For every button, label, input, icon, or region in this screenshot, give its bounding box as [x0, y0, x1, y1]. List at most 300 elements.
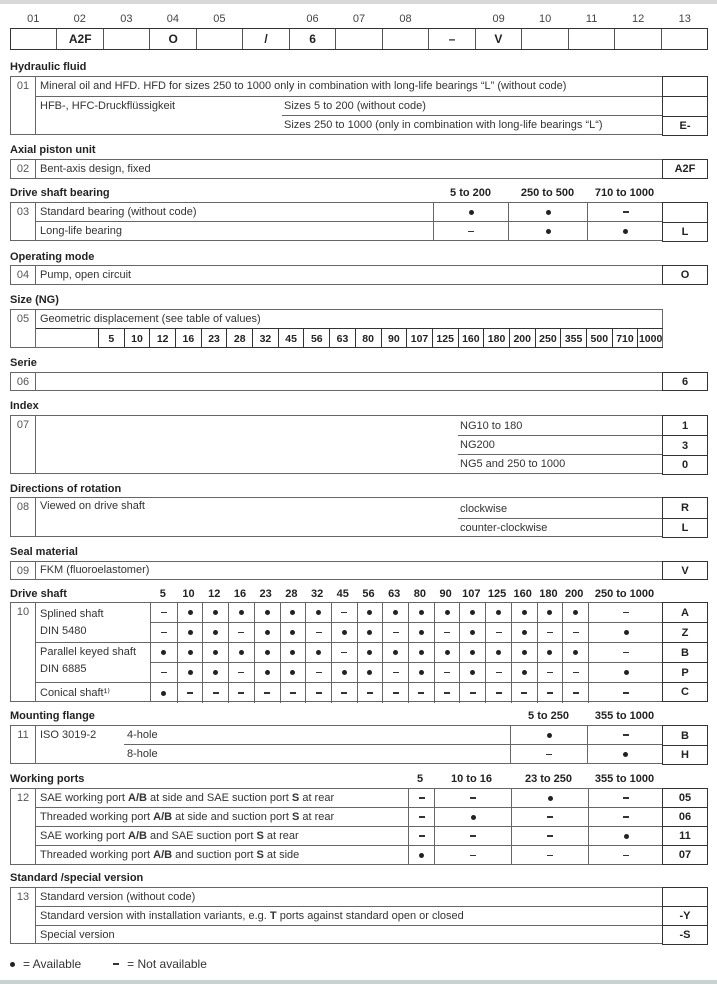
section-title-working-ports: Working ports [10, 773, 85, 785]
section-title-serie: Serie [10, 357, 37, 369]
option-text [40, 910, 464, 922]
order-code-box [662, 96, 708, 117]
order-code-box: 06 [662, 807, 708, 827]
row-number: 13 [11, 888, 36, 943]
position-label: 09 [492, 13, 505, 25]
available-dot-icon [254, 643, 280, 662]
table-row [458, 455, 663, 474]
not-available-dash-icon [588, 603, 663, 622]
available-dot-icon [331, 663, 357, 682]
axial-piston-unit-table [10, 159, 708, 179]
section-title-hydraulic-fluid: Hydraulic fluid [10, 61, 87, 73]
section-title-seal-material: Seal material [10, 546, 78, 558]
port-designation: S [291, 792, 300, 804]
option-text: clockwise [460, 503, 508, 515]
available-dot-icon [151, 643, 177, 662]
order-code-box: 11 [662, 826, 708, 846]
section-title-rotation: Directions of rotation [10, 483, 122, 495]
option-text: HFB-, HFC-Druckflüssigkeit [40, 100, 176, 112]
available-dot-icon [511, 623, 537, 642]
table-row [36, 888, 663, 907]
section-title-drive-shaft: Drive shaft [10, 588, 67, 600]
row-number: 09 [11, 562, 36, 579]
not-available-dash-icon [537, 683, 563, 703]
row-number: 06 [11, 373, 36, 390]
text-fragment: Threaded working port [40, 811, 154, 823]
not-available-dash-icon [485, 623, 511, 642]
column-header: 180 [539, 588, 558, 600]
size-value-cell: 63 [329, 329, 355, 348]
option-text: Viewed on drive shaft [40, 500, 145, 512]
column-header: 355 to 1000 [594, 773, 655, 785]
order-code-box: R [662, 497, 708, 519]
position-label: 12 [632, 13, 645, 25]
table-row [151, 663, 663, 683]
shaft-type-label: Conical shaft¹⁾ [40, 687, 110, 699]
order-code-box: 0 [662, 455, 708, 475]
option-text: FKM (fluoroelastomer) [40, 564, 150, 576]
available-dot-icon [562, 603, 588, 622]
available-dot-icon [537, 643, 563, 662]
drive-shaft-bearing-table [10, 202, 708, 241]
position-label: 01 [27, 13, 40, 25]
size-values-row [98, 329, 663, 348]
size-value-cell: 5 [98, 329, 124, 348]
available-dot-icon [357, 663, 383, 682]
not-available-dash-icon [382, 623, 408, 642]
table-row [36, 789, 663, 808]
available-dot-icon [280, 643, 306, 662]
order-code-box: B [662, 725, 708, 746]
not-available-dash-icon [434, 663, 460, 682]
text-fragment: SAE working port [40, 792, 129, 804]
available-dot-icon [202, 663, 228, 682]
section-title-size: Size (NG) [10, 294, 59, 306]
row-number: 10 [11, 603, 36, 701]
size-value-cell: 355 [560, 329, 586, 348]
not-available-dash-icon [485, 683, 511, 703]
order-code-box: 1 [662, 415, 708, 436]
section-title-operating-mode: Operating mode [10, 251, 95, 263]
text-fragment: Threaded working port [40, 849, 154, 861]
available-dot-icon [408, 846, 434, 865]
not-available-dash-icon [588, 846, 663, 865]
available-dot-icon [305, 603, 331, 622]
option-text [40, 929, 115, 941]
text-fragment: and SAE suction port [147, 830, 257, 842]
option-text: Sizes 5 to 200 (without code) [284, 100, 426, 112]
available-dot-icon [408, 623, 434, 642]
column-header: 5 [416, 773, 424, 785]
size-value-cell: 1000 [637, 329, 663, 348]
position-label: 07 [352, 13, 366, 25]
table-row [151, 683, 663, 703]
not-available-dash-icon [357, 683, 383, 703]
text-fragment: Special version [40, 929, 115, 941]
available-dot-icon [434, 808, 511, 826]
row-number: 05 [11, 310, 36, 347]
available-dot-icon [357, 623, 383, 642]
port-designation: A/B [153, 811, 173, 823]
section-title-drive-shaft-bearing: Drive shaft bearing [10, 187, 110, 199]
column-header: 200 [564, 588, 584, 600]
size-value-cell: 90 [381, 329, 407, 348]
available-dot-icon [511, 643, 537, 662]
available-dot-icon [408, 663, 434, 682]
not-available-dash-icon [382, 663, 408, 682]
section-title-mounting-flange: Mounting flange [10, 710, 95, 722]
available-dot-icon [485, 603, 511, 622]
version-table [10, 887, 708, 944]
available-dot-icon [510, 726, 587, 744]
legend-available: = Available [23, 957, 82, 971]
row-number: 12 [11, 789, 36, 864]
section-title-version: Standard /special version [10, 872, 144, 884]
order-code-box: 3 [662, 435, 708, 456]
order-code-box: A [662, 602, 708, 623]
available-dot-icon [202, 603, 228, 622]
position-label: 03 [120, 13, 133, 25]
table-row [458, 498, 663, 519]
available-dot-icon [508, 222, 587, 241]
size-value-cell: 56 [303, 329, 329, 348]
option-text [40, 792, 334, 804]
row-number: 01 [11, 77, 36, 134]
position-label [243, 13, 290, 27]
not-available-dash-icon [588, 789, 663, 807]
order-code-box: L [662, 518, 708, 538]
not-available-dash-icon [434, 683, 460, 703]
size-value-cell: 32 [252, 329, 278, 348]
not-available-dash-icon [537, 663, 563, 682]
order-code-box [662, 202, 708, 223]
section-title-index: Index [10, 400, 39, 412]
code-cell: A2F [57, 29, 103, 49]
order-code-box: -Y [662, 906, 708, 926]
table-row [36, 827, 663, 846]
option-text: Geometric displacement (see table of values) [40, 313, 261, 325]
code-cell [197, 29, 243, 49]
available-dot-icon [280, 663, 306, 682]
text-fragment: Standard version (without code) [40, 891, 196, 903]
top-border [0, 0, 717, 4]
position-label: 04 [166, 13, 179, 25]
table-row [282, 97, 663, 116]
hydraulic-fluid-table [10, 76, 708, 135]
column-header: 45 [336, 588, 349, 600]
not-available-dash-icon [408, 683, 434, 703]
not-available-dash-icon [434, 789, 511, 807]
available-dot-icon [459, 643, 485, 662]
text-fragment: SAE working port [40, 830, 129, 842]
column-header: 710 to 1000 [594, 187, 655, 199]
not-available-dash-icon [202, 683, 228, 703]
option-text: Standard bearing (without code) [40, 206, 197, 218]
not-available-dash-icon [459, 683, 485, 703]
column-header: 63 [388, 588, 401, 600]
not-available-dash-icon [151, 663, 177, 682]
port-designation: S [256, 849, 264, 861]
option-text [40, 811, 334, 823]
order-code-box: C [662, 682, 708, 702]
not-available-dash-icon [510, 745, 587, 764]
row-number: 11 [11, 726, 36, 763]
available-dot-icon [382, 643, 408, 662]
code-cell [569, 29, 615, 49]
option-text [40, 891, 195, 903]
option-text: NG10 to 180 [460, 420, 523, 432]
column-header: 355 to 1000 [594, 710, 655, 722]
available-dot-icon [357, 643, 383, 662]
available-dot-icon [10, 962, 15, 967]
position-label: 11 [585, 13, 598, 25]
order-code-box: P [662, 662, 708, 683]
port-designation: A/B [128, 830, 147, 842]
column-header: 125 [487, 588, 507, 600]
not-available-dash-icon [228, 683, 254, 703]
row-number: 07 [11, 416, 36, 473]
available-dot-icon [408, 643, 434, 662]
order-code-box: 07 [662, 845, 708, 865]
code-cell [383, 29, 429, 49]
column-header: 160 [513, 588, 532, 600]
order-code-box [662, 76, 708, 97]
column-header: 250 to 1000 [594, 588, 655, 600]
code-cell: / [243, 29, 289, 49]
port-designation: T [269, 910, 277, 922]
available-dot-icon [459, 663, 485, 682]
available-dot-icon [537, 603, 563, 622]
not-available-dash-icon [587, 203, 663, 221]
flange-standard-label: ISO 3019-2 [40, 729, 97, 741]
not-available-dash-icon [433, 222, 508, 241]
option-text [40, 849, 299, 861]
order-code-box: L [662, 222, 708, 242]
not-available-dash-icon [511, 827, 588, 845]
order-code-box: V [662, 561, 708, 580]
available-dot-icon [177, 663, 203, 682]
size-value-cell: 28 [226, 329, 252, 348]
available-dot-icon [562, 643, 588, 662]
order-code-box: B [662, 642, 708, 663]
not-available-dash-icon [434, 846, 511, 865]
not-available-dash-icon [511, 808, 588, 826]
not-available-dash-icon [511, 683, 537, 703]
order-code-box [662, 887, 708, 907]
table-row [36, 808, 663, 827]
available-dot-icon [357, 603, 383, 622]
available-dot-icon [151, 683, 177, 703]
option-text: NG200 [460, 439, 495, 451]
column-header: 23 to 250 [524, 773, 573, 785]
column-header: 5 to 200 [450, 187, 491, 199]
not-available-dash-icon [588, 808, 663, 826]
available-dot-icon [254, 663, 280, 682]
option-text: counter-clockwise [460, 522, 548, 534]
codebar-position-labels [10, 13, 708, 27]
not-available-dash-icon [537, 623, 563, 642]
option-text: Sizes 250 to 1000 (only in combination with long-life bearings “L“) [284, 119, 603, 131]
not-available-dash-icon [331, 683, 357, 703]
order-code-box: Z [662, 622, 708, 643]
size-value-cell: 250 [535, 329, 561, 348]
position-label: 10 [538, 13, 552, 25]
column-header: 10 to 16 [451, 773, 492, 785]
option-text: Long-life bearing [40, 225, 122, 237]
position-label: 13 [678, 13, 691, 25]
size-value-cell: 125 [432, 329, 458, 348]
code-cell: V [476, 29, 522, 49]
available-dot-icon [588, 623, 663, 642]
size-value-cell: 160 [458, 329, 484, 348]
available-dot-icon [588, 663, 663, 682]
not-available-dash-icon [177, 683, 203, 703]
position-label [429, 13, 476, 27]
size-value-cell: 12 [149, 329, 175, 348]
available-dot-icon [177, 643, 203, 662]
code-cell: O [150, 29, 196, 49]
shaft-group [36, 643, 151, 683]
size-value-cell: 80 [355, 329, 381, 348]
option-text: 4-hole [127, 729, 158, 741]
not-available-dash-icon [382, 683, 408, 703]
table-row [36, 926, 663, 945]
not-available-dash-icon [434, 827, 511, 845]
table-row [36, 310, 663, 329]
size-value-cell: 180 [483, 329, 509, 348]
bottom-border [0, 980, 717, 984]
column-header: 16 [233, 588, 247, 600]
available-dot-icon [382, 603, 408, 622]
not-available-dash-icon [562, 663, 588, 682]
size-value-cell: 16 [175, 329, 201, 348]
available-dot-icon [177, 603, 203, 622]
not-available-dash-icon [587, 726, 663, 744]
not-available-dash-icon [331, 603, 357, 622]
not-available-dash-icon [562, 683, 588, 703]
available-dot-icon [305, 643, 331, 662]
not-available-dash-icon [331, 643, 357, 662]
table-row [151, 643, 663, 663]
available-dot-icon [511, 789, 588, 807]
not-available-dash-icon [254, 683, 280, 703]
not-available-dash-icon [151, 603, 177, 622]
not-available-dash-icon [434, 623, 460, 642]
not-available-dash-icon [228, 623, 254, 642]
port-designation: A/B [128, 792, 147, 804]
option-text [40, 830, 299, 842]
available-dot-icon [434, 603, 460, 622]
available-dot-icon [511, 663, 537, 682]
code-cell: – [429, 29, 475, 49]
operating-mode-table [10, 265, 708, 285]
table-row [458, 416, 663, 436]
table-row [151, 623, 663, 643]
port-designation: A/B [153, 849, 173, 861]
option-text: Bent-axis design, fixed [40, 163, 151, 175]
size-value-cell: 200 [509, 329, 535, 348]
section-title-axial-piston-unit: Axial piston unit [10, 144, 96, 156]
order-code-box: 6 [662, 372, 708, 391]
column-header: 10 [182, 588, 195, 600]
column-header: 28 [285, 588, 298, 600]
code-cell [615, 29, 661, 49]
size-table [10, 309, 663, 348]
order-code-box: O [662, 265, 708, 285]
available-dot-icon [459, 623, 485, 642]
table-row [151, 603, 663, 623]
available-dot-icon [202, 643, 228, 662]
size-value-cell: 107 [406, 329, 432, 348]
option-text: Pump, open circuit [40, 269, 132, 281]
not-available-dash-icon [485, 663, 511, 682]
table-row [282, 116, 663, 135]
available-dot-icon [228, 603, 254, 622]
size-value-cell: 500 [586, 329, 612, 348]
text-fragment: at side and SAE suction port [147, 792, 292, 804]
not-available-dash-icon [113, 963, 119, 965]
size-value-cell: 10 [124, 329, 150, 348]
port-designation: S [291, 811, 300, 823]
available-dot-icon [228, 643, 254, 662]
not-available-dash-icon [280, 683, 306, 703]
working-ports-table [10, 788, 708, 865]
not-available-dash-icon [511, 846, 588, 865]
table-row [36, 222, 663, 241]
text-fragment: Standard version with installation variants, e.g. [40, 910, 270, 922]
available-dot-icon [434, 643, 460, 662]
text-fragment: and suction port [172, 849, 257, 861]
order-code-box: E- [662, 116, 708, 136]
column-header: 107 [462, 588, 481, 600]
position-label: 06 [306, 13, 319, 25]
size-value-cell: 23 [201, 329, 227, 348]
code-cell [11, 29, 57, 49]
shaft-type-label: Parallel keyed shaft [40, 646, 136, 658]
option-text: NG5 and 250 to 1000 [460, 458, 566, 470]
shaft-group [36, 603, 151, 643]
text-fragment: at side and suction port [172, 811, 292, 823]
code-cell [522, 29, 568, 49]
text-fragment: at rear [299, 792, 335, 804]
available-dot-icon [254, 623, 280, 642]
column-header: 90 [439, 588, 452, 600]
position-label: 05 [213, 13, 226, 25]
shaft-standard-label: DIN 5480 [40, 625, 87, 637]
table-row [36, 907, 663, 926]
column-header: 80 [413, 588, 427, 600]
not-available-dash-icon [562, 623, 588, 642]
size-value-cell: 710 [612, 329, 638, 348]
text-fragment: ports against standard open or closed [276, 910, 464, 922]
size-value-cell: 45 [278, 329, 304, 348]
table-row [36, 203, 663, 222]
available-dot-icon [508, 203, 587, 221]
available-dot-icon [588, 827, 663, 845]
available-dot-icon [587, 745, 663, 764]
seal-table [10, 561, 708, 580]
type-code-bar [10, 28, 708, 50]
column-header: 250 to 500 [520, 187, 575, 199]
available-dot-icon [587, 222, 663, 241]
table-row [36, 77, 663, 97]
available-dot-icon [511, 603, 537, 622]
option-text: 8-hole [127, 748, 158, 760]
legend [10, 957, 207, 971]
order-code-box: H [662, 745, 708, 765]
table-row [36, 846, 663, 865]
mounting-flange-table [10, 725, 708, 764]
